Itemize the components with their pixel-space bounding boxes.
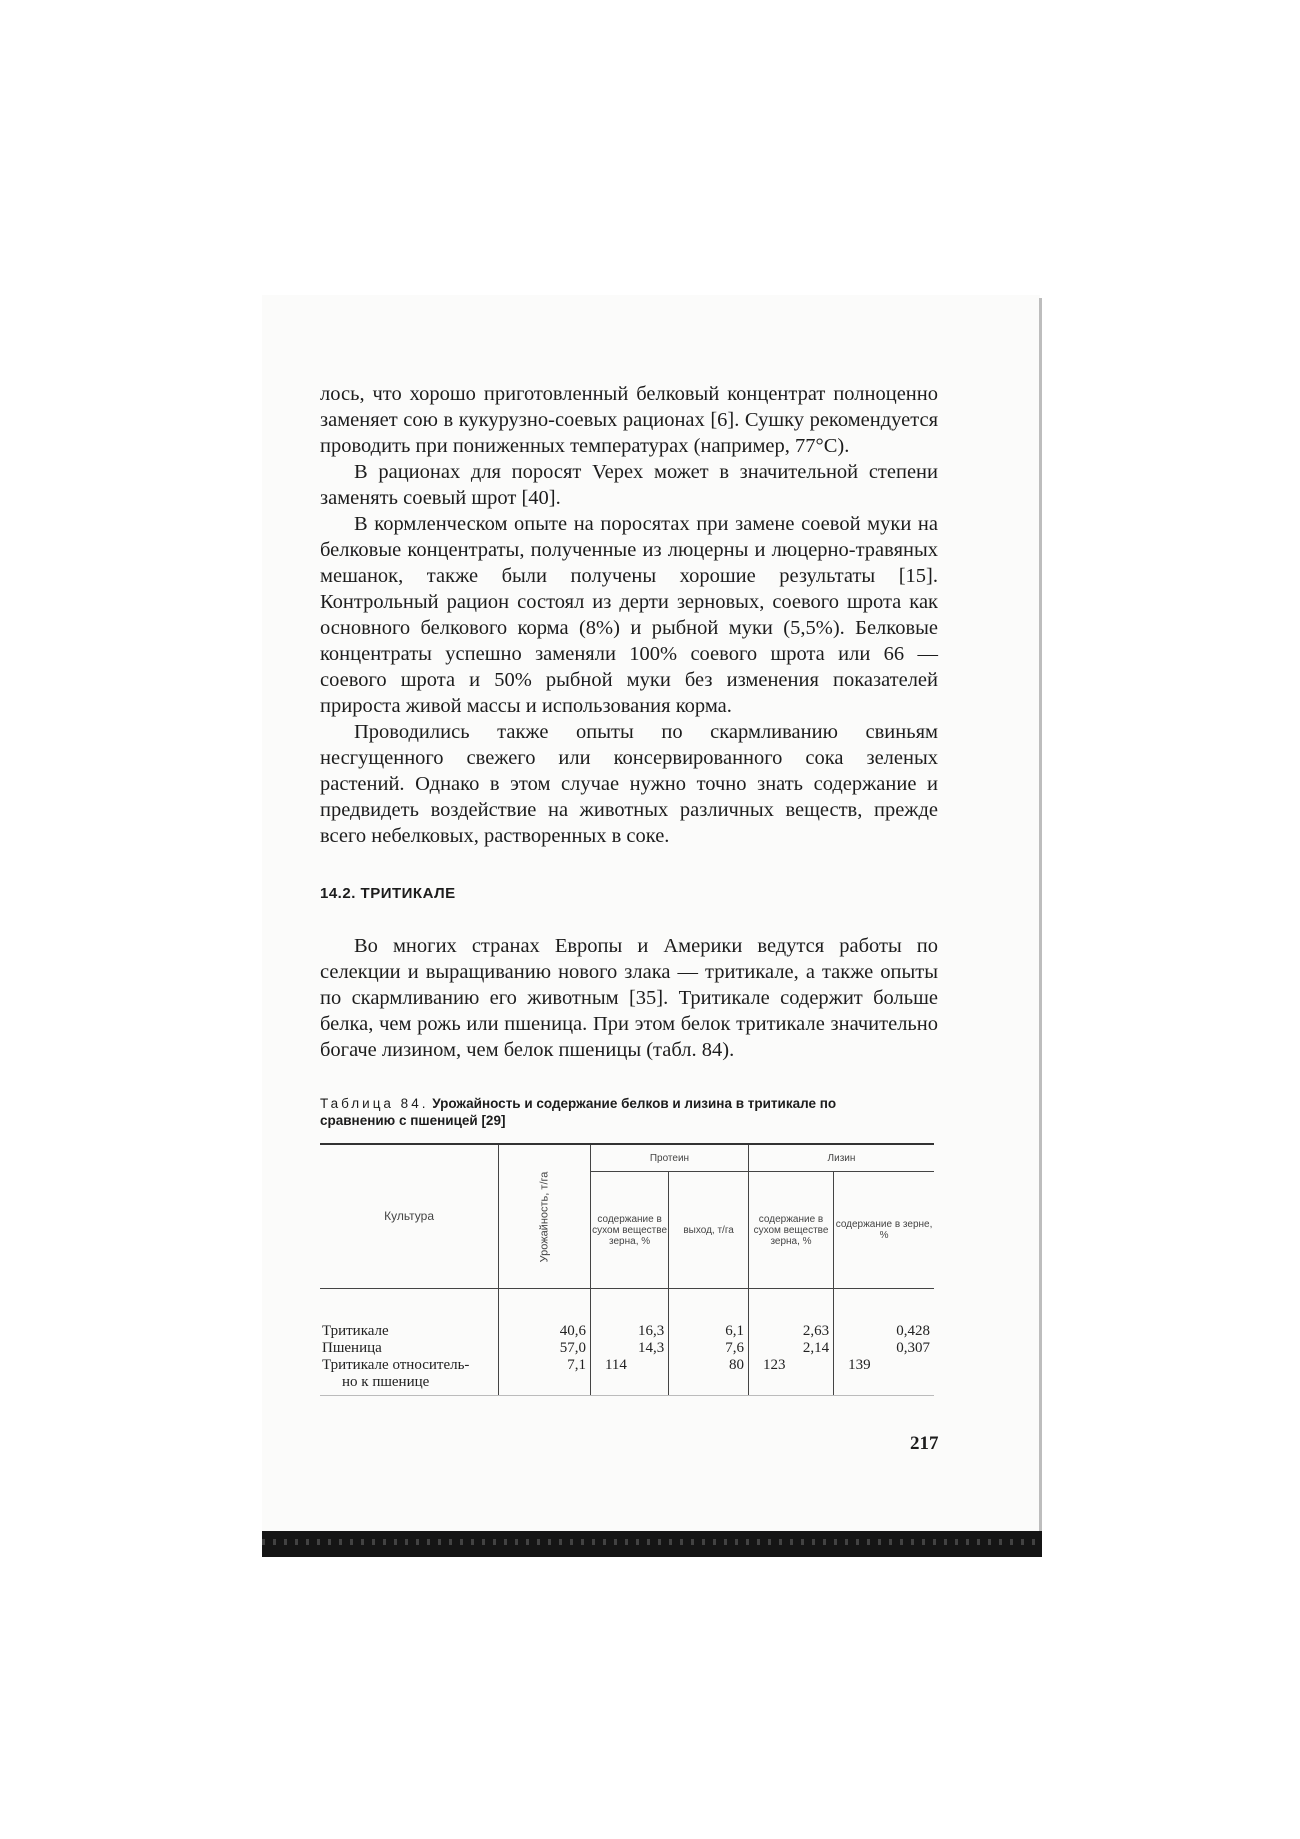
header-protein: Протеин [590,1144,748,1172]
scan-noise [262,1539,1042,1545]
cell-lysine-grain: 0,307 [834,1340,934,1357]
body-text-top [320,381,938,849]
header-lysine-content-dm: содержание в сухом веществе зерна, % [748,1172,833,1289]
cell-culture-line1: Тритикале относитель- [322,1357,470,1373]
cell-protein-content: 114 [590,1357,668,1396]
cell-culture: Пшеница [322,1340,382,1356]
cell-lysine-dm: 123 [748,1357,833,1396]
header-lysine: Лизин [748,1144,934,1172]
body-text-section [320,933,938,1063]
cell-protein-yield: 7,6 [669,1340,749,1357]
table-row [320,1357,934,1396]
cell-protein-content: 16,3 [590,1289,668,1341]
header-yield [499,1144,591,1289]
paragraph: Во многих странах Европы и Америки ведутся работы по селекции и выращиванию нового злака — тритикале, а также опыты по скармливанию его животным [35]. Тритикале содержит больше белка, чем рожь или пшеница. При этом белок тритикале значительно богаче лизином, чем белок пшеницы (табл. 84). [320,935,938,1061]
paragraph: Проводились также опыты по скармливанию свиньям несгущенного свежего или консервированного сока зеленых растений. Однако в этом случае нужно точно знать содержание и предвидеть воздействие на животных различных веществ, прежде всего небелковых, растворенных в соке. [320,721,938,847]
header-yield-label: Урожайность, т/га [538,1171,551,1262]
cell-yield: 57,0 [499,1340,591,1357]
scan-artifact-strip [262,1531,1042,1557]
header-protein-yield: выход, т/га [669,1172,749,1289]
table-row [320,1289,934,1341]
cell-culture [320,1357,499,1396]
cell-protein-content: 14,3 [590,1340,668,1357]
cell-culture: Тритикале [322,1323,389,1339]
page-edge-shadow [1039,298,1042,1556]
paragraph: В рационах для поросят Vepex может в значительной степени заменять соевый шрот [40]. [320,461,938,509]
header-culture: Культура [320,1144,499,1289]
cell-lysine-dm: 2,14 [748,1340,833,1357]
paragraph: лось, что хорошо приготовленный белковый концентрат полноценно заменяет сою в кукурузно-соевых рационах [6]. Сушку рекомендуется проводить при пониженных температурах (например, 77°С). [320,383,938,457]
cell-lysine-grain: 139 [834,1357,934,1396]
section-heading: 14.2. ТРИТИКАЛЕ [320,885,456,902]
cell-lysine-dm: 2,63 [748,1289,833,1341]
header-protein-content: содержание в сухом веществе зерна, % [590,1172,668,1289]
cell-yield: 7,1 [499,1357,591,1396]
cell-yield: 40,6 [499,1289,591,1341]
data-table [320,1143,934,1396]
header-lysine-content-grain: содержание в зерне, % [834,1172,934,1289]
cell-protein-yield: 6,1 [669,1289,749,1341]
table-row [320,1340,934,1357]
paragraph: В кормленческом опыте на поросятах при замене соевой муки на белковые концентраты, полученные из люцерны и люцерно-травяных мешанок, также были получены хорошие результаты [15]. Контрольный рацион состоял из дерти зерновых, соевого шрота как основного белкового корма (8%) и рыбной муки (5,5%). Белковые концентраты успешно заменяли 100% соевого шрота или 66 — соевого шрота и 50% рыбной муки без изменения показателей прироста живой массы и использования корма. [320,513,938,717]
page-number: 217 [910,1433,939,1454]
cell-culture-line2: но к пшенице [342,1374,430,1390]
table-caption [320,1095,880,1129]
cell-lysine-grain: 0,428 [834,1289,934,1341]
book-page [262,295,1040,1555]
cell-protein-yield: 80 [669,1357,749,1396]
table-label: Таблица 84. [320,1096,429,1111]
table-title: Урожайность и содержание белков и лизина в тритикале по сравнению с пшеницей [29] [320,1096,837,1128]
